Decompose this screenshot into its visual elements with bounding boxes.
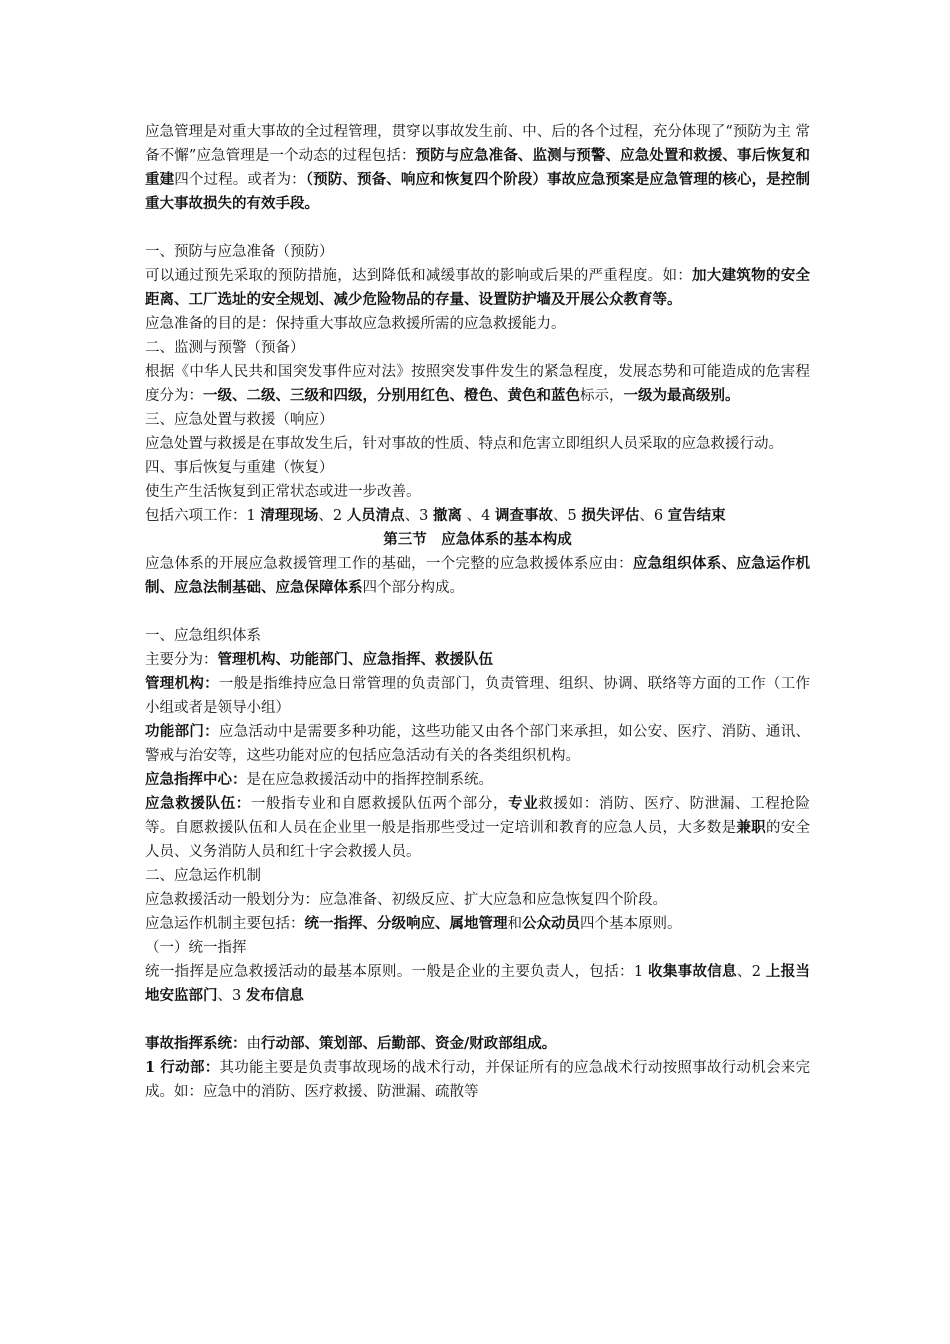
ops-text: 其功能主要是负责事故现场的战术行动，并保证所有的应急战术行动按照事故行动机会来完成。如：应急中的消防、医疗救援、防泄漏、疏散等	[145, 1060, 811, 1100]
prevention-bold: 加大建筑物的安全距离、工厂选址的安全规划、减少危险物品的存量、设置防护墙及开展公众教育等。	[145, 267, 811, 308]
cmd-para-text: 统一指挥是应急救援活动的最基本原则。一般是企业的主要负责人，包括：1	[145, 964, 649, 980]
team-text: 救援如：消防、医疗、防泄漏、工程抢险等。自愿救援队伍和人员在企业里一般是指那些受过一定培训和教育的应急人员，大多数是	[145, 796, 811, 836]
task-text: 、5	[552, 508, 582, 524]
monitoring-bold-levels: 一级、二级、三级和四级，分别用红色、橙色、黄色和蓝色	[203, 387, 580, 404]
task-bold: 清理现场	[260, 507, 319, 524]
task-bold: 宣告结束	[667, 507, 726, 524]
section-heading-prevention: 一、预防与应急准备（预防）	[145, 244, 334, 260]
mech-bold: 统一指挥、分级响应、属地管理	[304, 915, 508, 932]
spacer	[145, 1008, 810, 1032]
org-functional	[145, 720, 810, 768]
system-text: 应急体系的开展应急救援管理工作的基础，一个完整的应急救援体系应由：	[145, 556, 633, 572]
team-bold: 兼职	[736, 819, 766, 836]
monitoring-text-2: 标示，	[580, 388, 624, 404]
mech-subheading: （一）统一指挥	[145, 940, 247, 956]
section-heading-monitoring: 二、监测与预警（预备）	[145, 340, 305, 356]
spacer	[145, 216, 810, 240]
team-label: 应急救援队伍：	[145, 795, 251, 812]
org-command	[145, 768, 810, 792]
ops-label: 1 行动部：	[145, 1059, 220, 1076]
task-bold: 撤离	[433, 507, 463, 524]
recovery-tasks	[145, 504, 810, 528]
org-intro-text: 主要分为：	[145, 652, 218, 668]
preparation-purpose: 应急准备的目的是：保持重大事故应急救援所需的应急救援能力。	[145, 316, 566, 332]
cmd-para-text: 、2	[736, 964, 766, 980]
system-paragraph	[145, 552, 810, 600]
mgmt-label: 管理机构：	[145, 675, 219, 692]
func-label: 功能部门：	[145, 723, 219, 740]
response-paragraph: 应急处置与救援是在事故发生后，针对事故的性质、特点和危害立即组织人员采取的应急救援行动。	[145, 436, 783, 452]
system-text-2: 四个部分构成。	[362, 580, 464, 596]
mech-text: 四个基本原则。	[580, 916, 682, 932]
mech-command-paragraph	[145, 960, 810, 1008]
org-intro	[145, 648, 810, 672]
monitoring-bold-highest: 一级为最高级别。	[623, 387, 740, 404]
org-teams	[145, 792, 810, 864]
cmd-para-bold: 上报当地安监部门	[145, 963, 811, 1004]
intro-paragraph	[145, 120, 810, 216]
intro-bold-phases: 预防与应急准备、监测与预警、应急处置和救援、事后恢复和重建	[145, 147, 810, 188]
task-text: 、4	[462, 508, 495, 524]
cmd-para-bold: 发布信息	[245, 987, 304, 1004]
team-text: 的安全人员、义务消防人员和红十字会救援人员。	[145, 820, 811, 860]
intro-text-2: 四个过程。或者为：	[174, 172, 306, 188]
section-heading-organization: 一、应急组织体系	[145, 628, 261, 644]
monitoring-paragraph	[145, 360, 810, 408]
task-text: 包括六项工作：1	[145, 508, 261, 524]
task-text: 、6	[639, 508, 668, 524]
ics-operations	[145, 1056, 810, 1104]
intro-bold-stages: （预防、预备、响应和恢复四个阶段）事故应急预案是应急管理的核心，是控制重大事故损失的有效手段。	[145, 171, 811, 212]
mech-text: 应急运作机制主要包括：	[145, 916, 305, 932]
mech-text: 和	[507, 916, 522, 932]
recovery-paragraph: 使生产生活恢复到正常状态或进一步改善。	[145, 484, 421, 500]
task-bold: 调查事故	[494, 507, 553, 524]
spacer	[145, 600, 810, 624]
task-text: 、3	[404, 508, 434, 524]
ics-bold: 行动部、策划部、后勤部、资金/财政部组成。	[261, 1035, 557, 1052]
task-bold: 损失评估	[581, 507, 640, 524]
cmd-para-bold: 收集事故信息	[648, 963, 737, 980]
prevention-text: 可以通过预先采取的预防措施，达到降低和减缓事故的影响或后果的严重程度。如：	[145, 268, 693, 284]
ics-text: 由	[246, 1036, 261, 1052]
document-page	[145, 120, 810, 1104]
ics-paragraph	[145, 1032, 810, 1056]
cmd-para-text: 、3	[217, 988, 246, 1004]
section-heading-recovery: 四、事后恢复与重建（恢复）	[145, 460, 334, 476]
org-intro-bold: 管理机构、功能部门、应急指挥、救援队伍	[217, 651, 493, 668]
task-bold: 人员清点	[346, 507, 405, 524]
mech-stages: 应急救援活动一般划分为：应急准备、初级反应、扩大应急和应急恢复四个阶段。	[145, 892, 667, 908]
cmd-label: 应急指挥中心：	[145, 771, 247, 788]
team-bold: 专业	[508, 795, 539, 812]
task-text: 、2	[318, 508, 347, 524]
team-text: 一般指专业和自愿救援队伍两个部分，	[250, 796, 509, 812]
org-management	[145, 672, 810, 720]
section-heading-response: 三、应急处置与救援（响应）	[145, 412, 334, 428]
system-bold: 应急组织体系、应急运作机制、应急法制基础、应急保障体系	[145, 555, 810, 596]
monitoring-text: 根据《中华人民共和国突发事件应对法》按照突发事件发生的紧急程度，发展态势和可能造成的危害程度分为：	[145, 364, 810, 404]
mech-principles	[145, 912, 810, 936]
intro-text: 应急管理是对重大事故的全过程管理，贯穿以事故发生前、中、后的各个过程，充分体现了“预防为主 常备不懈”应急管理是一个动态的过程包括：	[145, 124, 810, 164]
section-title: 第三节 应急体系的基本构成	[383, 531, 572, 548]
prevention-paragraph	[145, 264, 810, 312]
func-text: 应急活动中是需要多种功能，这些功能又由各个部门来承担，如公安、医疗、消防、通讯、警戒与治安等，这些功能对应的包括应急活动有关的各类组织机构。	[145, 724, 810, 764]
ics-label: 事故指挥系统：	[145, 1035, 247, 1052]
mech-bold: 公众动员	[522, 915, 580, 932]
mgmt-text: 一般是指维持应急日常管理的负责部门，负责管理、组织、协调、联络等方面的工作（工作小组或者是领导小组）	[145, 676, 810, 716]
section-heading-mechanism: 二、应急运作机制	[145, 868, 261, 884]
cmd-text: 是在应急救援活动中的指挥控制系统。	[246, 772, 493, 788]
